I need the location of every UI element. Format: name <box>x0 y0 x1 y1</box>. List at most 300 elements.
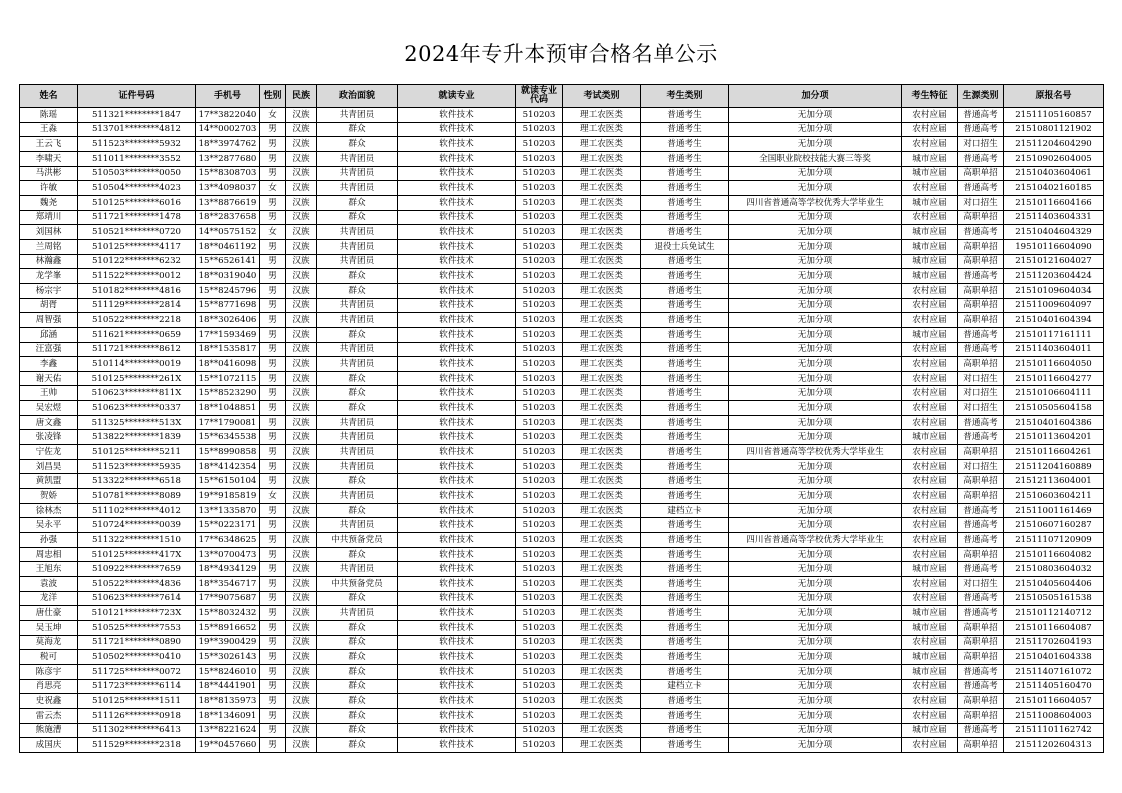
bonus-item-cell: 无加分项 <box>729 738 902 753</box>
source-category-cell: 对口招生 <box>958 386 1004 401</box>
exam-category-cell: 理工农医类 <box>563 547 641 562</box>
major-code-cell: 510203 <box>516 401 563 416</box>
bonus-item-cell: 无加分项 <box>729 137 902 152</box>
major-code-cell: 510203 <box>516 518 563 533</box>
col-header-id-number: 证件号码 <box>78 85 196 108</box>
major-cell: 软件技术 <box>398 225 516 240</box>
ethnicity-cell: 汉族 <box>286 357 317 372</box>
bonus-item-cell: 无加分项 <box>729 415 902 430</box>
major-cell: 软件技术 <box>398 430 516 445</box>
source-category-cell: 高职单招 <box>958 474 1004 489</box>
political-status-cell: 群众 <box>317 723 398 738</box>
major-code-cell: 510203 <box>516 738 563 753</box>
id-number-cell: 510121********723X <box>78 606 196 621</box>
major-code-cell: 510203 <box>516 122 563 137</box>
political-status-cell: 共青团员 <box>317 166 398 181</box>
original-reg-no-cell: 21511702604193 <box>1004 635 1104 650</box>
exam-category-cell: 理工农医类 <box>563 679 641 694</box>
gender-cell: 男 <box>260 210 286 225</box>
major-cell: 软件技术 <box>398 298 516 313</box>
candidate-feature-cell: 城市应届 <box>902 195 958 210</box>
gender-cell: 男 <box>260 430 286 445</box>
id-number-cell: 510522********2218 <box>78 313 196 328</box>
major-code-cell: 510203 <box>516 327 563 342</box>
name-cell: 雷云杰 <box>20 708 78 723</box>
id-number-cell: 510522********4836 <box>78 577 196 592</box>
phone-cell: 14**0575152 <box>196 225 260 240</box>
major-code-cell: 510203 <box>516 313 563 328</box>
candidate-feature-cell: 农村应届 <box>902 489 958 504</box>
candidate-category-cell: 普通考生 <box>641 708 729 723</box>
table-row <box>20 430 1104 445</box>
ethnicity-cell: 汉族 <box>286 313 317 328</box>
candidate-category-cell: 普通考生 <box>641 723 729 738</box>
bonus-item-cell: 无加分项 <box>729 664 902 679</box>
major-cell: 软件技术 <box>398 577 516 592</box>
gender-cell: 男 <box>260 269 286 284</box>
candidate-feature-cell: 农村应届 <box>902 708 958 723</box>
major-cell: 软件技术 <box>398 108 516 123</box>
bonus-item-cell: 无加分项 <box>729 679 902 694</box>
major-code-cell: 510203 <box>516 239 563 254</box>
ethnicity-cell: 汉族 <box>286 225 317 240</box>
candidate-category-cell: 普通考生 <box>641 489 729 504</box>
major-cell: 软件技术 <box>398 357 516 372</box>
major-cell: 软件技术 <box>398 415 516 430</box>
candidate-category-cell: 普通考生 <box>641 269 729 284</box>
exam-category-cell: 理工农医类 <box>563 738 641 753</box>
candidate-category-cell: 普通考生 <box>641 606 729 621</box>
name-cell: 孙强 <box>20 533 78 548</box>
major-cell: 软件技术 <box>398 210 516 225</box>
gender-cell: 男 <box>260 738 286 753</box>
original-reg-no-cell: 21510403604061 <box>1004 166 1104 181</box>
ethnicity-cell: 汉族 <box>286 533 317 548</box>
original-reg-no-cell: 21510116604057 <box>1004 694 1104 709</box>
table-row <box>20 474 1104 489</box>
name-cell: 胡胥 <box>20 298 78 313</box>
bonus-item-cell: 无加分项 <box>729 342 902 357</box>
source-category-cell: 高职单招 <box>958 489 1004 504</box>
exam-category-cell: 理工农医类 <box>563 562 641 577</box>
bonus-item-cell: 无加分项 <box>729 708 902 723</box>
candidate-feature-cell: 农村应届 <box>902 577 958 592</box>
name-cell: 吴宏煜 <box>20 401 78 416</box>
major-code-cell: 510203 <box>516 386 563 401</box>
exam-category-cell: 理工农医类 <box>563 620 641 635</box>
gender-cell: 男 <box>260 606 286 621</box>
original-reg-no-cell: 21510116604082 <box>1004 547 1104 562</box>
major-cell: 软件技术 <box>398 239 516 254</box>
id-number-cell: 510125********417X <box>78 547 196 562</box>
candidate-feature-cell: 城市应届 <box>902 650 958 665</box>
table-row <box>20 694 1104 709</box>
col-header-gender: 性别 <box>260 85 286 108</box>
source-category-cell: 高职单招 <box>958 650 1004 665</box>
bonus-item-cell: 无加分项 <box>729 489 902 504</box>
gender-cell: 男 <box>260 327 286 342</box>
exam-category-cell: 理工农医类 <box>563 489 641 504</box>
major-cell: 软件技术 <box>398 386 516 401</box>
source-category-cell: 普通高考 <box>958 723 1004 738</box>
table-row <box>20 225 1104 240</box>
bonus-item-cell: 无加分项 <box>729 225 902 240</box>
phone-cell: 15**8032432 <box>196 606 260 621</box>
id-number-cell: 511621********0659 <box>78 327 196 342</box>
candidate-feature-cell: 农村应届 <box>902 445 958 460</box>
ethnicity-cell: 汉族 <box>286 415 317 430</box>
gender-cell: 男 <box>260 562 286 577</box>
phone-cell: 17**1593469 <box>196 327 260 342</box>
ethnicity-cell: 汉族 <box>286 269 317 284</box>
source-category-cell: 普通高考 <box>958 518 1004 533</box>
id-number-cell: 510125********4117 <box>78 239 196 254</box>
source-category-cell: 高职单招 <box>958 254 1004 269</box>
original-reg-no-cell: 19510116604090 <box>1004 239 1104 254</box>
major-code-cell: 510203 <box>516 577 563 592</box>
major-cell: 软件技术 <box>398 283 516 298</box>
candidate-feature-cell: 农村应届 <box>902 635 958 650</box>
ethnicity-cell: 汉族 <box>286 562 317 577</box>
table-row <box>20 708 1104 723</box>
exam-category-cell: 理工农医类 <box>563 210 641 225</box>
bonus-item-cell: 无加分项 <box>729 459 902 474</box>
table-row <box>20 371 1104 386</box>
phone-cell: 18**8135973 <box>196 694 260 709</box>
candidate-category-cell: 普通考生 <box>641 445 729 460</box>
original-reg-no-cell: 21510117161111 <box>1004 327 1104 342</box>
name-cell: 林瀚鑫 <box>20 254 78 269</box>
major-cell: 软件技术 <box>398 195 516 210</box>
political-status-cell: 群众 <box>317 327 398 342</box>
ethnicity-cell: 汉族 <box>286 122 317 137</box>
political-status-cell: 共青团员 <box>317 151 398 166</box>
candidate-category-cell: 普通考生 <box>641 181 729 196</box>
table-row <box>20 445 1104 460</box>
exam-category-cell: 理工农医类 <box>563 650 641 665</box>
ethnicity-cell: 汉族 <box>286 708 317 723</box>
ethnicity-cell: 汉族 <box>286 723 317 738</box>
bonus-item-cell: 无加分项 <box>729 562 902 577</box>
exam-category-cell: 理工农医类 <box>563 371 641 386</box>
exam-category-cell: 理工农医类 <box>563 166 641 181</box>
phone-cell: 13**4098037 <box>196 181 260 196</box>
candidate-feature-cell: 城市应届 <box>902 620 958 635</box>
phone-cell: 13**8221624 <box>196 723 260 738</box>
gender-cell: 男 <box>260 298 286 313</box>
major-code-cell: 510203 <box>516 445 563 460</box>
gender-cell: 男 <box>260 474 286 489</box>
ethnicity-cell: 汉族 <box>286 489 317 504</box>
source-category-cell: 普通高考 <box>958 108 1004 123</box>
source-category-cell: 对口招生 <box>958 137 1004 152</box>
phone-cell: 15**6150104 <box>196 474 260 489</box>
candidate-category-cell: 普通考生 <box>641 371 729 386</box>
ethnicity-cell: 汉族 <box>286 166 317 181</box>
table-row <box>20 122 1104 137</box>
name-cell: 王云飞 <box>20 137 78 152</box>
major-code-cell: 510203 <box>516 620 563 635</box>
source-category-cell: 普通高考 <box>958 591 1004 606</box>
gender-cell: 男 <box>260 166 286 181</box>
col-header-phone: 手机号 <box>196 85 260 108</box>
id-number-cell: 510125********1511 <box>78 694 196 709</box>
political-status-cell: 中共预备党员 <box>317 577 398 592</box>
candidate-category-cell: 普通考生 <box>641 650 729 665</box>
candidate-category-cell: 普通考生 <box>641 664 729 679</box>
gender-cell: 男 <box>260 664 286 679</box>
ethnicity-cell: 汉族 <box>286 108 317 123</box>
ethnicity-cell: 汉族 <box>286 137 317 152</box>
exam-category-cell: 理工农医类 <box>563 225 641 240</box>
source-category-cell: 高职单招 <box>958 239 1004 254</box>
gender-cell: 男 <box>260 650 286 665</box>
ethnicity-cell: 汉族 <box>286 518 317 533</box>
major-cell: 软件技术 <box>398 533 516 548</box>
bonus-item-cell: 四川省普通高等学校优秀大学毕业生 <box>729 533 902 548</box>
exam-category-cell: 理工农医类 <box>563 108 641 123</box>
table-row <box>20 166 1104 181</box>
major-code-cell: 510203 <box>516 210 563 225</box>
name-cell: 莫海龙 <box>20 635 78 650</box>
bonus-item-cell: 无加分项 <box>729 503 902 518</box>
major-cell: 软件技术 <box>398 181 516 196</box>
id-number-cell: 510781********8089 <box>78 489 196 504</box>
name-cell: 袁波 <box>20 577 78 592</box>
major-code-cell: 510203 <box>516 474 563 489</box>
political-status-cell: 共青团员 <box>317 298 398 313</box>
bonus-item-cell: 无加分项 <box>729 357 902 372</box>
candidate-category-cell: 普通考生 <box>641 210 729 225</box>
political-status-cell: 共青团员 <box>317 313 398 328</box>
gender-cell: 男 <box>260 694 286 709</box>
ethnicity-cell: 汉族 <box>286 445 317 460</box>
name-cell: 唐文鑫 <box>20 415 78 430</box>
major-code-cell: 510203 <box>516 664 563 679</box>
id-number-cell: 510922********7659 <box>78 562 196 577</box>
table-row <box>20 503 1104 518</box>
political-status-cell: 群众 <box>317 635 398 650</box>
major-cell: 软件技术 <box>398 606 516 621</box>
phone-cell: 15**8771698 <box>196 298 260 313</box>
major-cell: 软件技术 <box>398 518 516 533</box>
exam-category-cell: 理工农医类 <box>563 386 641 401</box>
source-category-cell: 普通高考 <box>958 503 1004 518</box>
id-number-cell: 510114********0019 <box>78 357 196 372</box>
phone-cell: 13**8876619 <box>196 195 260 210</box>
id-number-cell: 513822********1839 <box>78 430 196 445</box>
political-status-cell: 共青团员 <box>317 430 398 445</box>
exam-category-cell: 理工农医类 <box>563 445 641 460</box>
exam-category-cell: 理工农医类 <box>563 533 641 548</box>
candidate-feature-cell: 农村应届 <box>902 298 958 313</box>
name-cell: 吴玉坤 <box>20 620 78 635</box>
source-category-cell: 对口招生 <box>958 371 1004 386</box>
original-reg-no-cell: 21510603604211 <box>1004 489 1104 504</box>
name-cell: 李啸天 <box>20 151 78 166</box>
name-cell: 徐林杰 <box>20 503 78 518</box>
exam-category-cell: 理工农医类 <box>563 122 641 137</box>
exam-category-cell: 理工农医类 <box>563 591 641 606</box>
candidate-feature-cell: 农村应届 <box>902 679 958 694</box>
id-number-cell: 511723********6114 <box>78 679 196 694</box>
id-number-cell: 511721********1478 <box>78 210 196 225</box>
major-cell: 软件技术 <box>398 445 516 460</box>
major-code-cell: 510203 <box>516 283 563 298</box>
political-status-cell: 群众 <box>317 664 398 679</box>
candidate-category-cell: 普通考生 <box>641 562 729 577</box>
major-cell: 软件技术 <box>398 738 516 753</box>
bonus-item-cell: 无加分项 <box>729 650 902 665</box>
major-code-cell: 510203 <box>516 181 563 196</box>
id-number-cell: 510502********0410 <box>78 650 196 665</box>
political-status-cell: 群众 <box>317 474 398 489</box>
table-row <box>20 650 1104 665</box>
major-cell: 软件技术 <box>398 401 516 416</box>
gender-cell: 男 <box>260 723 286 738</box>
name-cell: 兰周铭 <box>20 239 78 254</box>
candidate-feature-cell: 农村应届 <box>902 137 958 152</box>
major-code-cell: 510203 <box>516 459 563 474</box>
source-category-cell: 普通高考 <box>958 151 1004 166</box>
candidate-category-cell: 普通考生 <box>641 195 729 210</box>
source-category-cell: 对口招生 <box>958 195 1004 210</box>
major-cell: 软件技术 <box>398 503 516 518</box>
exam-category-cell: 理工农医类 <box>563 401 641 416</box>
id-number-cell: 510182********4816 <box>78 283 196 298</box>
political-status-cell: 群众 <box>317 650 398 665</box>
source-category-cell: 普通高考 <box>958 181 1004 196</box>
name-cell: 许敏 <box>20 181 78 196</box>
name-cell: 史祝鑫 <box>20 694 78 709</box>
original-reg-no-cell: 21510116604277 <box>1004 371 1104 386</box>
original-reg-no-cell: 21510116604261 <box>1004 445 1104 460</box>
table-row <box>20 357 1104 372</box>
bonus-item-cell: 无加分项 <box>729 635 902 650</box>
candidate-feature-cell: 农村应届 <box>902 503 958 518</box>
political-status-cell: 共青团员 <box>317 518 398 533</box>
name-cell: 魏尧 <box>20 195 78 210</box>
candidate-feature-cell: 农村应届 <box>902 313 958 328</box>
major-code-cell: 510203 <box>516 489 563 504</box>
major-cell: 软件技术 <box>398 664 516 679</box>
political-status-cell: 群众 <box>317 738 398 753</box>
bonus-item-cell: 四川省普通高等学校优秀大学毕业生 <box>729 195 902 210</box>
name-cell: 宁佐龙 <box>20 445 78 460</box>
name-cell: 贺娇 <box>20 489 78 504</box>
ethnicity-cell: 汉族 <box>286 459 317 474</box>
table-row <box>20 313 1104 328</box>
gender-cell: 男 <box>260 445 286 460</box>
source-category-cell: 普通高考 <box>958 664 1004 679</box>
bonus-item-cell: 全国职业院校技能大赛三等奖 <box>729 151 902 166</box>
political-status-cell: 群众 <box>317 401 398 416</box>
phone-cell: 18**0416098 <box>196 357 260 372</box>
candidate-category-cell: 普通考生 <box>641 327 729 342</box>
source-category-cell: 普通高考 <box>958 606 1004 621</box>
name-cell: 杨宗宇 <box>20 283 78 298</box>
source-category-cell: 普通高考 <box>958 679 1004 694</box>
id-number-cell: 511102********4012 <box>78 503 196 518</box>
phone-cell: 13**0700473 <box>196 547 260 562</box>
id-number-cell: 511321********1847 <box>78 108 196 123</box>
major-cell: 软件技术 <box>398 166 516 181</box>
gender-cell: 男 <box>260 533 286 548</box>
table-row <box>20 195 1104 210</box>
candidate-category-cell: 普通考生 <box>641 254 729 269</box>
ethnicity-cell: 汉族 <box>286 239 317 254</box>
source-category-cell: 高职单招 <box>958 357 1004 372</box>
exam-category-cell: 理工农医类 <box>563 474 641 489</box>
candidate-feature-cell: 城市应届 <box>902 269 958 284</box>
major-code-cell: 510203 <box>516 708 563 723</box>
phone-cell: 18**4142354 <box>196 459 260 474</box>
candidate-feature-cell: 城市应届 <box>902 166 958 181</box>
major-code-cell: 510203 <box>516 298 563 313</box>
page-title: 2024年专升本预审合格名单公示 <box>404 42 718 66</box>
gender-cell: 男 <box>260 401 286 416</box>
gender-cell: 男 <box>260 137 286 152</box>
table-row <box>20 518 1104 533</box>
table-row <box>20 239 1104 254</box>
table-row <box>20 459 1104 474</box>
original-reg-no-cell: 21510902604005 <box>1004 151 1104 166</box>
candidate-category-cell: 普通考生 <box>641 430 729 445</box>
candidate-feature-cell: 农村应届 <box>902 518 958 533</box>
phone-cell: 15**3026143 <box>196 650 260 665</box>
major-cell: 软件技术 <box>398 254 516 269</box>
major-code-cell: 510203 <box>516 108 563 123</box>
id-number-cell: 510504********4023 <box>78 181 196 196</box>
major-cell: 软件技术 <box>398 635 516 650</box>
original-reg-no-cell: 21510116604050 <box>1004 357 1104 372</box>
candidate-feature-cell: 城市应届 <box>902 606 958 621</box>
candidate-feature-cell: 农村应届 <box>902 401 958 416</box>
political-status-cell: 共青团员 <box>317 239 398 254</box>
candidate-category-cell: 普通考生 <box>641 620 729 635</box>
name-cell: 刘昌昊 <box>20 459 78 474</box>
phone-cell: 18**4934129 <box>196 562 260 577</box>
col-header-major: 就读专业 <box>398 85 516 108</box>
name-cell: 郑靖川 <box>20 210 78 225</box>
candidate-feature-cell: 农村应届 <box>902 459 958 474</box>
id-number-cell: 511523********5935 <box>78 459 196 474</box>
table-row <box>20 723 1104 738</box>
political-status-cell: 共青团员 <box>317 606 398 621</box>
political-status-cell: 共青团员 <box>317 225 398 240</box>
bonus-item-cell: 无加分项 <box>729 577 902 592</box>
id-number-cell: 513322********6518 <box>78 474 196 489</box>
table-row <box>20 489 1104 504</box>
candidate-category-cell: 普通考生 <box>641 166 729 181</box>
candidate-category-cell: 普通考生 <box>641 591 729 606</box>
source-category-cell: 高职单招 <box>958 620 1004 635</box>
name-cell: 张凌锋 <box>20 430 78 445</box>
bonus-item-cell: 无加分项 <box>729 591 902 606</box>
ethnicity-cell: 汉族 <box>286 327 317 342</box>
candidate-feature-cell: 农村应届 <box>902 738 958 753</box>
table-row <box>20 210 1104 225</box>
major-cell: 软件技术 <box>398 489 516 504</box>
qualified-list-table <box>19 84 1104 753</box>
major-cell: 软件技术 <box>398 313 516 328</box>
id-number-cell: 510623********811X <box>78 386 196 401</box>
ethnicity-cell: 汉族 <box>286 298 317 313</box>
original-reg-no-cell: 21510607160287 <box>1004 518 1104 533</box>
major-code-cell: 510203 <box>516 533 563 548</box>
major-cell: 软件技术 <box>398 269 516 284</box>
political-status-cell: 群众 <box>317 371 398 386</box>
